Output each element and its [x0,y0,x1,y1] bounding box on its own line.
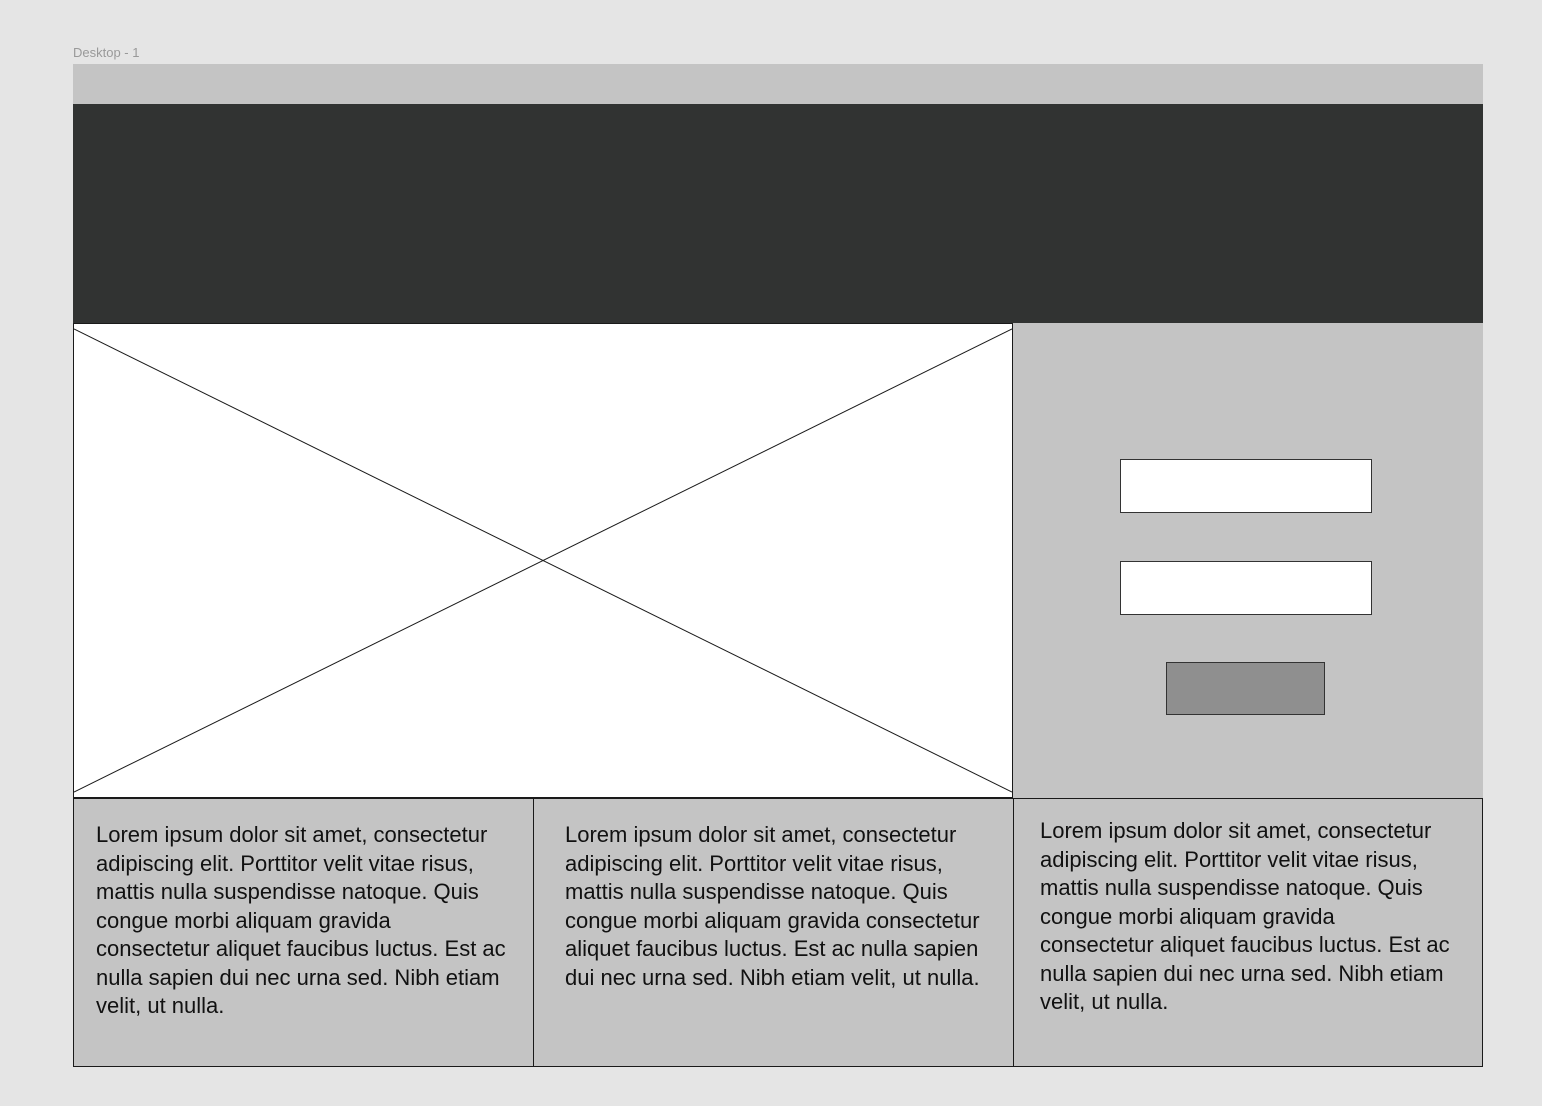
form-panel [1013,323,1483,798]
image-placeholder-cross-icon [74,324,1012,797]
form-input-2[interactable] [1120,561,1372,615]
desktop-frame [73,64,1483,1067]
text-card-1 [73,798,534,1067]
image-placeholder [73,323,1013,798]
top-navigation-bar [73,64,1483,104]
text-card-body: Lorem ipsum dolor sit amet, consectetur adipiscing elit. Porttitor velit vitae risus, mattis nulla suspendisse natoque. Quis congue morbi aliquam gravida consectetur aliquet faucibus luctus. Est ac nulla sapien dui nec urna sed. Nibh etiam velit, ut nulla. [565,822,980,990]
submit-button[interactable] [1166,662,1325,715]
text-card-body: Lorem ipsum dolor sit amet, consectetur adipiscing elit. Porttitor velit vitae risus, mattis nulla suspendisse natoque. Quis congue morbi aliquam gravida consectetur aliquet faucibus luctus. Est ac nulla sapien dui nec urna sed. Nibh etiam velit, ut nulla. [1040,818,1450,1014]
hero-banner [73,104,1483,323]
text-card-2 [533,798,1014,1067]
text-card-3 [1013,798,1483,1067]
text-card-body: Lorem ipsum dolor sit amet, consectetur adipiscing elit. Porttitor velit vitae risus, mattis nulla suspendisse natoque. Quis congue morbi aliquam gravida consectetur aliquet faucibus luctus. Est ac nulla sapien dui nec urna sed. Nibh etiam velit, ut nulla. [96,822,506,1018]
form-input-1[interactable] [1120,459,1372,513]
frame-label: Desktop - 1 [73,45,140,60]
